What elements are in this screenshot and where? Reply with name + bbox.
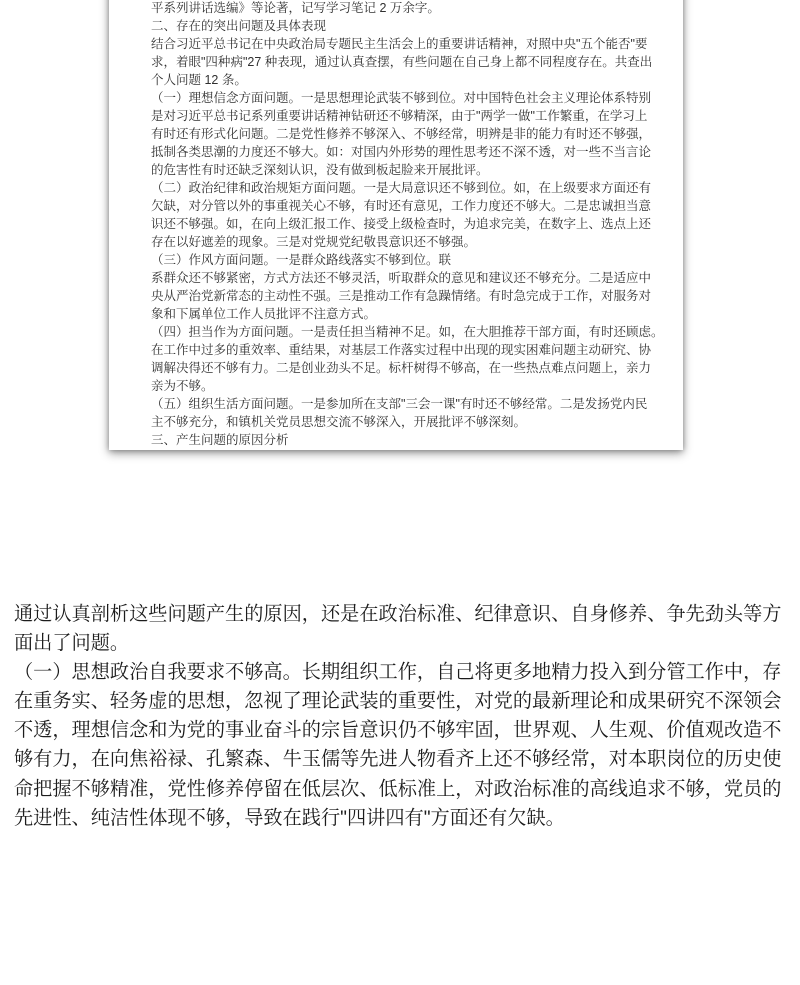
scan-text-line: 二、存在的突出问题及具体表现 xyxy=(151,19,327,33)
article-text-line: 通过认真剖析这些问题产生的原因，还是在政治标准、纪律意识、自身修养、争先劲头等方 xyxy=(14,604,782,625)
scan-text-line: （三）作风方面问题。一是群众路线落实不够到位。联 xyxy=(151,253,452,267)
scan-text-line: 平系列讲话选编》等论著，记写学习笔记 2 万余字。 xyxy=(151,1,440,15)
scan-text-line: 抵制各类思潮的力度还不够大。如：对国内外形势的理性思考还不深不透，对一些不当言论 xyxy=(151,145,652,159)
scan-text-line: 的危害性有时还缺乏深刻认识，没有做到板起脸来开展批评。 xyxy=(151,163,489,177)
scan-text-line: 存在以好遮差的现象。三是对党规党纪敬畏意识还不够强。 xyxy=(151,235,477,249)
scan-text-line: 有时还有形式化问题。二是党性修养不够深入、不够经常，明辨是非的能力有时还不够强， xyxy=(151,127,652,141)
scan-text-line: 欠缺，对分管以外的事重视关心不够，有时还有意见，工作力度还不够大。二是忠诚担当意 xyxy=(151,199,652,213)
scan-text-line: （五）组织生活方面问题。一是参加所在支部"三会一课"有时还不够经常。二是发扬党内民 xyxy=(151,397,648,411)
scan-text-line: 亲为不够。 xyxy=(151,379,214,393)
scan-text-line: 结合习近平总书记在中央政治局专题民主生活会上的重要讲话精神，对照中央"五个能否"要 xyxy=(151,37,648,51)
scan-text-line: 求，着眼"四种病"27 种表现，通过认真查摆，有些问题在自己身上都不同程度存在。共查出 xyxy=(151,55,653,69)
scan-text-line: （一）理想信念方面问题。一是思想理论武装不够到位。对中国特色社会主义理论体系特别 xyxy=(151,91,652,105)
scan-text-block xyxy=(151,0,664,449)
scan-text-line: 系群众还不够紧密，方式方法还不够灵活，听取群众的意见和建议还不够充分。二是适应中 xyxy=(151,271,652,285)
article-text-line: 面出了问题。 xyxy=(14,633,130,655)
scan-text-line: 个人问题 12 条。 xyxy=(151,73,247,87)
scanned-document-page xyxy=(109,0,683,450)
scan-text-line: 象和下属单位工作人员批评不注意方式。 xyxy=(151,307,377,321)
scan-text-line: 是对习近平总书记系列重要讲话精神钻研还不够精深，由于"两学一做"工作繁重，在学习上 xyxy=(151,109,648,123)
scan-text-line: 在工作中过多的重效率、重结果，对基层工作落实过程中出现的现实困难问题主动研究、协 xyxy=(151,343,652,357)
scan-text-line: 调解决得还不够有力。二是创业劲头不足。标杆树得不够高，在一些热点难点问题上，亲力 xyxy=(151,361,652,375)
article-text-block xyxy=(14,600,794,833)
article-text-line: 先进性、纯洁性体现不够，导致在践行"四讲四有"方面还有欠缺。 xyxy=(14,807,565,829)
article-text-line: 在重务实、轻务虚的思想，忽视了理论武装的重要性，对党的最新理论和成果研究不深领会 xyxy=(14,691,782,713)
article-text-line: 不透，理想信念和为党的事业奋斗的宗旨意识仍不够牢固，世界观、人生观、价值观改造不 xyxy=(14,720,782,742)
scan-text-line: 主不够充分，和镇机关党员思想交流不够深入，开展批评不够深刻。 xyxy=(151,415,527,429)
scan-text-line: （四）担当作为方面问题。一是责任担当精神不足。如，在大胆推荐干部方面，有时还顾虑。 xyxy=(151,325,664,339)
scan-text-line: 央从严治党新常态的主动性不强。三是推动工作有急躁情绪。有时急完成于工作，对服务对 xyxy=(151,289,652,303)
article-text-line: （一）思想政治自我要求不够高。长期组织工作，自己将更多地精力投入到分管工作中，存 xyxy=(14,662,782,684)
article-text-line: 命把握不够精准，党性修养停留在低层次、低标准上，对政治标准的高线追求不够，党员的 xyxy=(14,778,782,800)
scan-text-line: 三、产生问题的原因分析 xyxy=(151,433,289,447)
scan-text-line: （二）政治纪律和政治规矩方面问题。一是大局意识还不够到位。如，在上级要求方面还有 xyxy=(151,181,652,195)
article-text-line: 够有力，在向焦裕禄、孔繁森、牛玉儒等先进人物看齐上还不够经常，对本职岗位的历史使 xyxy=(14,749,782,771)
scan-text-line: 识还不够强。如，在向上级汇报工作、接受上级检查时，为追求完美，在数字上、选点上还 xyxy=(151,217,652,231)
